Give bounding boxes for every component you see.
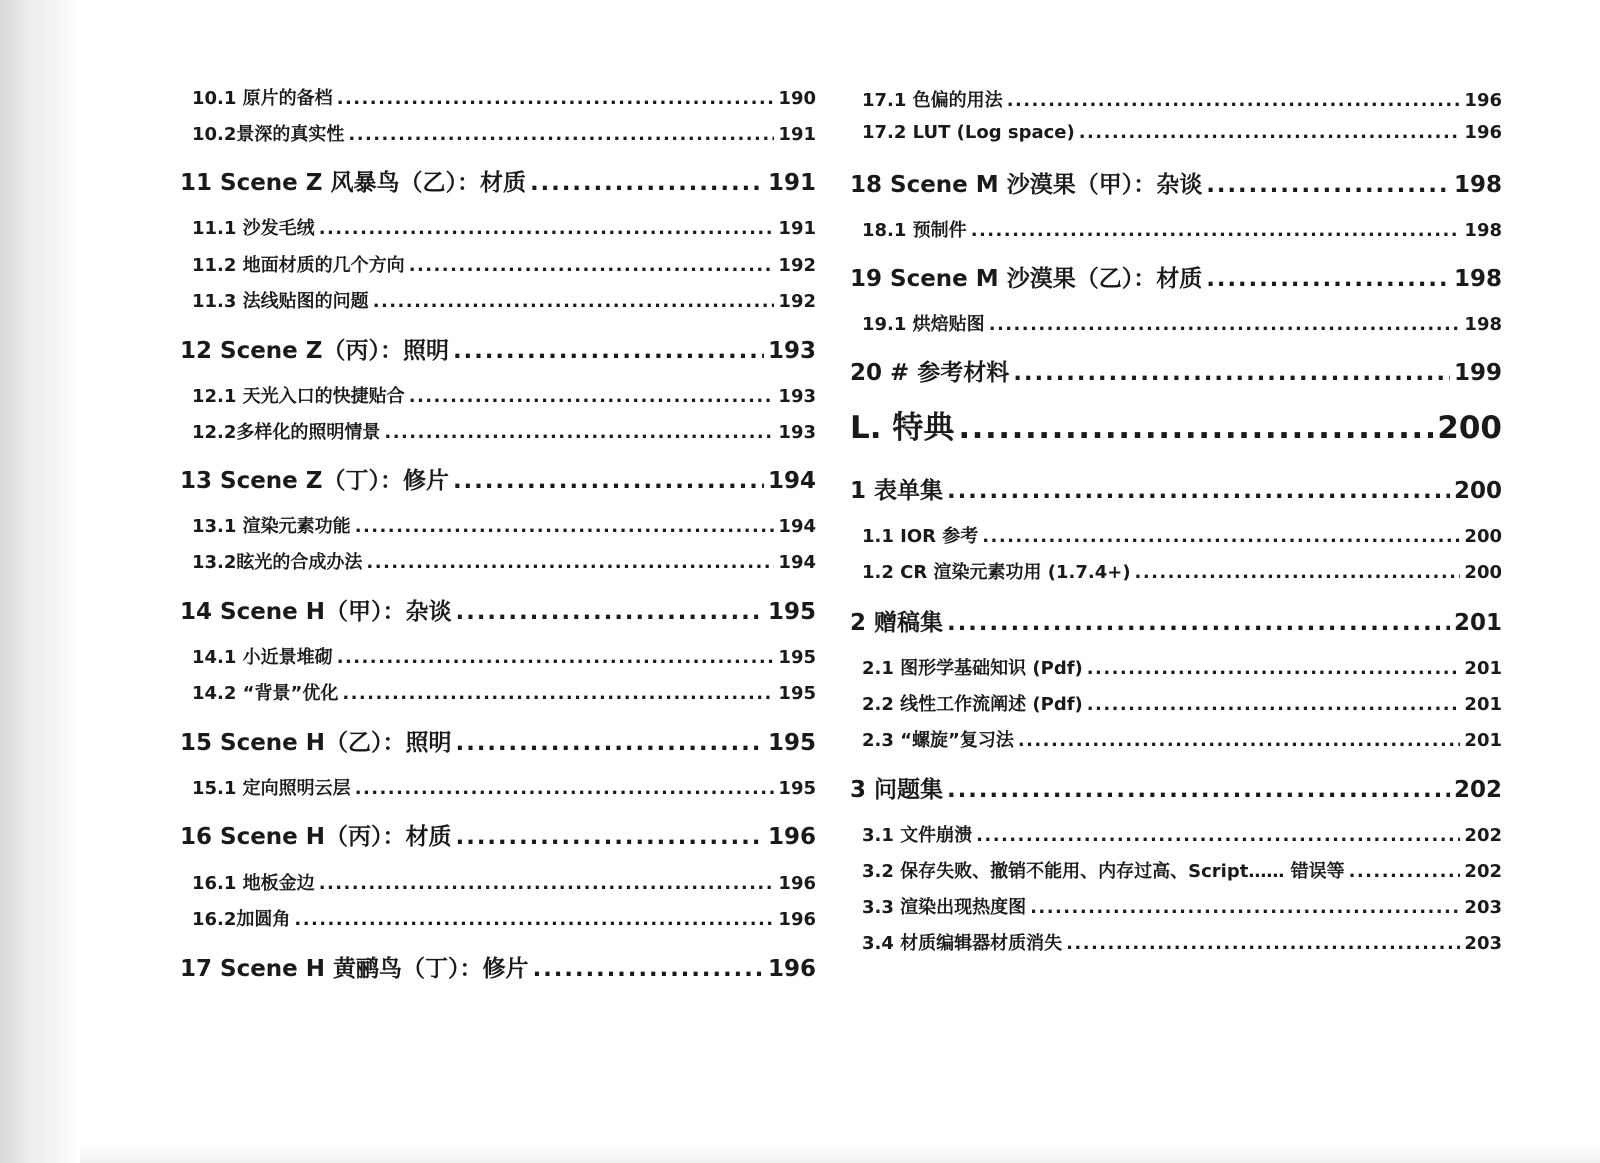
toc-entry-page: 203 [1464, 933, 1502, 954]
toc-dot-leader [982, 526, 1460, 547]
toc-entry-page: 200 [1437, 410, 1502, 446]
toc-entry-title: 13.1 渲染元素功能 [192, 516, 351, 537]
toc-entry [850, 821, 1502, 847]
toc-entry-title: 15 Scene H（乙）：照明 [180, 730, 452, 756]
toc-entry-title: 13.2眩光的合成办法 [192, 552, 363, 573]
toc-entry-title: 2.1 图形学基础知识 (Pdf) [862, 658, 1083, 679]
toc-entry-page: 192 [778, 255, 816, 276]
toc-entry-page: 190 [778, 88, 816, 109]
toc-entry-title: 16.2加圆角 [192, 909, 291, 930]
toc-entry-title: 17 Scene H 黄鹂鸟（丁）：修片 [180, 956, 529, 982]
toc-dot-leader [1018, 730, 1461, 751]
toc-entry-page: 191 [778, 218, 816, 239]
toc-dot-leader [1066, 933, 1460, 954]
toc-dot-leader [976, 825, 1460, 846]
toc-entry-title: 17.2 LUT (Log space) [862, 122, 1075, 143]
toc-dot-leader [453, 468, 764, 494]
toc-entry-title: 12.1 天光入口的快捷贴合 [192, 386, 405, 407]
toc-entry-page: 194 [778, 516, 816, 537]
toc-entry-page: 198 [1453, 266, 1502, 292]
toc-dot-leader [337, 88, 775, 109]
toc-entry [850, 216, 1502, 242]
toc-entry [850, 310, 1502, 336]
toc-entry-title: 18 Scene M 沙漠果（甲）：杂谈 [850, 172, 1203, 198]
toc-entry [180, 418, 816, 444]
toc-entry-page: 196 [778, 873, 816, 894]
toc-entry [850, 260, 1502, 293]
toc-entry-title: 19.1 烘焙贴图 [862, 314, 985, 335]
toc-dot-leader [947, 777, 1450, 803]
toc-entry [180, 869, 816, 895]
toc-dot-leader [1030, 897, 1460, 918]
toc-entry-page: 198 [1464, 220, 1502, 241]
toc-entry-page: 198 [1453, 172, 1502, 198]
toc-entry-title: L. 特典 [850, 410, 955, 446]
toc-dot-leader [319, 873, 775, 894]
toc-entry-title: 2.3 “螺旋”复习法 [862, 730, 1014, 751]
toc-dot-leader [1135, 562, 1461, 583]
toc-entry-page: 196 [1464, 90, 1502, 111]
toc-dot-leader [373, 291, 775, 312]
toc-entry-title: 2.2 线性工作流阐述 (Pdf) [862, 694, 1083, 715]
toc-entry [850, 86, 1502, 112]
toc-dot-leader [366, 552, 774, 573]
toc-entry [180, 287, 816, 313]
toc-dot-leader [342, 683, 774, 704]
toc-entry [850, 122, 1502, 143]
toc-entry-page: 196 [778, 909, 816, 930]
toc-entry-page: 191 [778, 124, 816, 145]
toc-entry-page: 195 [778, 683, 816, 704]
toc-entry-title: 11.1 沙发毛绒 [192, 218, 315, 239]
toc-entry-title: 10.1 原片的备档 [192, 88, 333, 109]
toc-entry-title: 11 Scene Z 风暴鸟（乙）：材质 [180, 170, 526, 196]
toc-dot-leader [294, 909, 774, 930]
toc-dot-leader [530, 170, 764, 196]
toc-dot-leader [456, 824, 764, 850]
toc-entry [850, 402, 1502, 447]
toc-entry [850, 726, 1502, 752]
toc-entry [180, 643, 816, 669]
toc-entry-title: 18.1 预制件 [862, 220, 967, 241]
toc-entry [180, 332, 816, 365]
toc-entry-page: 195 [778, 778, 816, 799]
toc-entry [180, 679, 816, 705]
toc-entry-page: 202 [1453, 777, 1502, 803]
toc-entry-title: 15.1 定向照明云层 [192, 778, 351, 799]
toc-entry-page: 200 [1464, 562, 1502, 583]
toc-entry-title: 2 赠稿集 [850, 610, 944, 636]
toc-entry [850, 558, 1502, 584]
toc-entry-title: 14 Scene H（甲）：杂谈 [180, 599, 452, 625]
toc-entry [180, 818, 816, 851]
toc-entry-page: 193 [767, 338, 816, 364]
toc-entry-title: 12.2多样化的照明情景 [192, 422, 381, 443]
toc-entry-page: 202 [1464, 825, 1502, 846]
toc-entry-title: 3.4 材质编辑器材质消失 [862, 933, 1063, 954]
toc-entry-page: 198 [1464, 314, 1502, 335]
toc-dot-leader [1079, 122, 1461, 143]
toc-entry [180, 724, 816, 757]
toc-dot-leader [409, 386, 775, 407]
toc-entry [180, 593, 816, 626]
toc-entry [850, 929, 1502, 955]
toc-entry-title: 12 Scene Z（丙）：照明 [180, 338, 449, 364]
toc-dot-leader [533, 956, 764, 982]
toc-entry-title: 19 Scene M 沙漠果（乙）：材质 [850, 266, 1203, 292]
toc-entry-page: 202 [1464, 861, 1502, 882]
toc-dot-leader [319, 218, 775, 239]
toc-dot-leader [1087, 694, 1461, 715]
toc-entry [180, 950, 816, 983]
toc-entry-title: 11.3 法线贴图的问题 [192, 291, 369, 312]
toc-entry-title: 14.2 “背景”优化 [192, 683, 339, 704]
toc-entry-page: 196 [767, 956, 816, 982]
toc-entry-page: 193 [778, 386, 816, 407]
toc-dot-leader [1007, 90, 1461, 111]
toc-entry-page: 201 [1464, 658, 1502, 679]
toc-entry [180, 512, 816, 538]
toc-entry [180, 462, 816, 495]
toc-entry [850, 522, 1502, 548]
toc-dot-leader [337, 647, 775, 668]
toc-dot-leader [384, 422, 774, 443]
toc-dot-leader [989, 314, 1461, 335]
toc-entry-page: 203 [1464, 897, 1502, 918]
toc-entry [850, 771, 1502, 804]
toc-entry-title: 1.1 IOR 参考 [862, 526, 979, 547]
toc-entry [850, 690, 1502, 716]
toc-entry-page: 191 [767, 170, 816, 196]
toc-entry-page: 201 [1464, 694, 1502, 715]
toc-entry-page: 200 [1464, 526, 1502, 547]
scan-edge-shadow [0, 0, 80, 1163]
toc-dot-leader [1013, 360, 1450, 386]
toc-entry-title: 1.2 CR 渲染元素功用 (1.7.4+) [862, 562, 1131, 583]
toc-entry-page: 194 [778, 552, 816, 573]
toc-dot-leader [355, 516, 775, 537]
toc-entry-title: 11.2 地面材质的几个方向 [192, 255, 405, 276]
toc-entry-page: 200 [1453, 478, 1502, 504]
toc-entry-page: 193 [778, 422, 816, 443]
toc-entry [180, 214, 816, 240]
toc-entry [180, 251, 816, 277]
toc-entry-page: 195 [767, 730, 816, 756]
toc-dot-leader [456, 599, 764, 625]
toc-entry-title: 3 问题集 [850, 777, 944, 803]
toc-dot-leader [1206, 266, 1450, 292]
toc-entry [850, 354, 1502, 387]
toc-dot-leader [1206, 172, 1450, 198]
toc-entry [850, 893, 1502, 919]
toc-dot-leader [355, 778, 775, 799]
toc-entry [180, 774, 816, 800]
toc-entry-title: 20 # 参考材料 [850, 360, 1010, 386]
toc-entry [850, 654, 1502, 680]
toc-dot-leader [1349, 861, 1461, 882]
toc-dot-leader [456, 730, 764, 756]
toc-entry-page: 201 [1464, 730, 1502, 751]
toc-entry-page: 199 [1453, 360, 1502, 386]
toc-entry-page: 196 [1464, 122, 1502, 143]
toc-entry [180, 164, 816, 197]
toc-entry-page: 196 [767, 824, 816, 850]
toc-entry-title: 10.2景深的真实性 [192, 124, 345, 145]
toc-entry-page: 194 [767, 468, 816, 494]
toc-dot-leader [958, 410, 1433, 446]
toc-dot-leader [971, 220, 1461, 241]
toc-dot-leader [453, 338, 764, 364]
toc-entry [180, 120, 816, 146]
toc-entry-page: 192 [778, 291, 816, 312]
toc-entry [180, 382, 816, 408]
scan-bottom-shade [80, 1145, 1600, 1163]
toc-entry-title: 1 表单集 [850, 478, 944, 504]
toc-entry-title: 17.1 色偏的用法 [862, 90, 1003, 111]
toc-entry-title: 16 Scene H（丙）：材质 [180, 824, 452, 850]
toc-entry [180, 905, 816, 931]
toc-entry [850, 604, 1502, 637]
toc-entry [850, 166, 1502, 199]
toc-entry [180, 548, 816, 574]
toc-entry-title: 14.1 小近景堆砌 [192, 647, 333, 668]
toc-entry-page: 195 [778, 647, 816, 668]
toc-entry-title: 16.1 地板金边 [192, 873, 315, 894]
toc-entry-title: 13 Scene Z（丁）：修片 [180, 468, 449, 494]
toc-dot-leader [1087, 658, 1461, 679]
toc-entry-title: 3.1 文件崩溃 [862, 825, 973, 846]
toc-dot-leader [409, 255, 775, 276]
toc-dot-leader [947, 478, 1450, 504]
toc-entry [850, 857, 1502, 883]
toc-entry [850, 472, 1502, 505]
toc-entry-page: 195 [767, 599, 816, 625]
toc-entry [180, 84, 816, 110]
toc-dot-leader [947, 610, 1450, 636]
toc-entry-title: 3.3 渲染出现热度图 [862, 897, 1027, 918]
toc-dot-leader [348, 124, 774, 145]
toc-entry-title: 3.2 保存失败、撤销不能用、内存过高、Script…… 错误等 [862, 861, 1345, 882]
toc-entry-page: 201 [1453, 610, 1502, 636]
